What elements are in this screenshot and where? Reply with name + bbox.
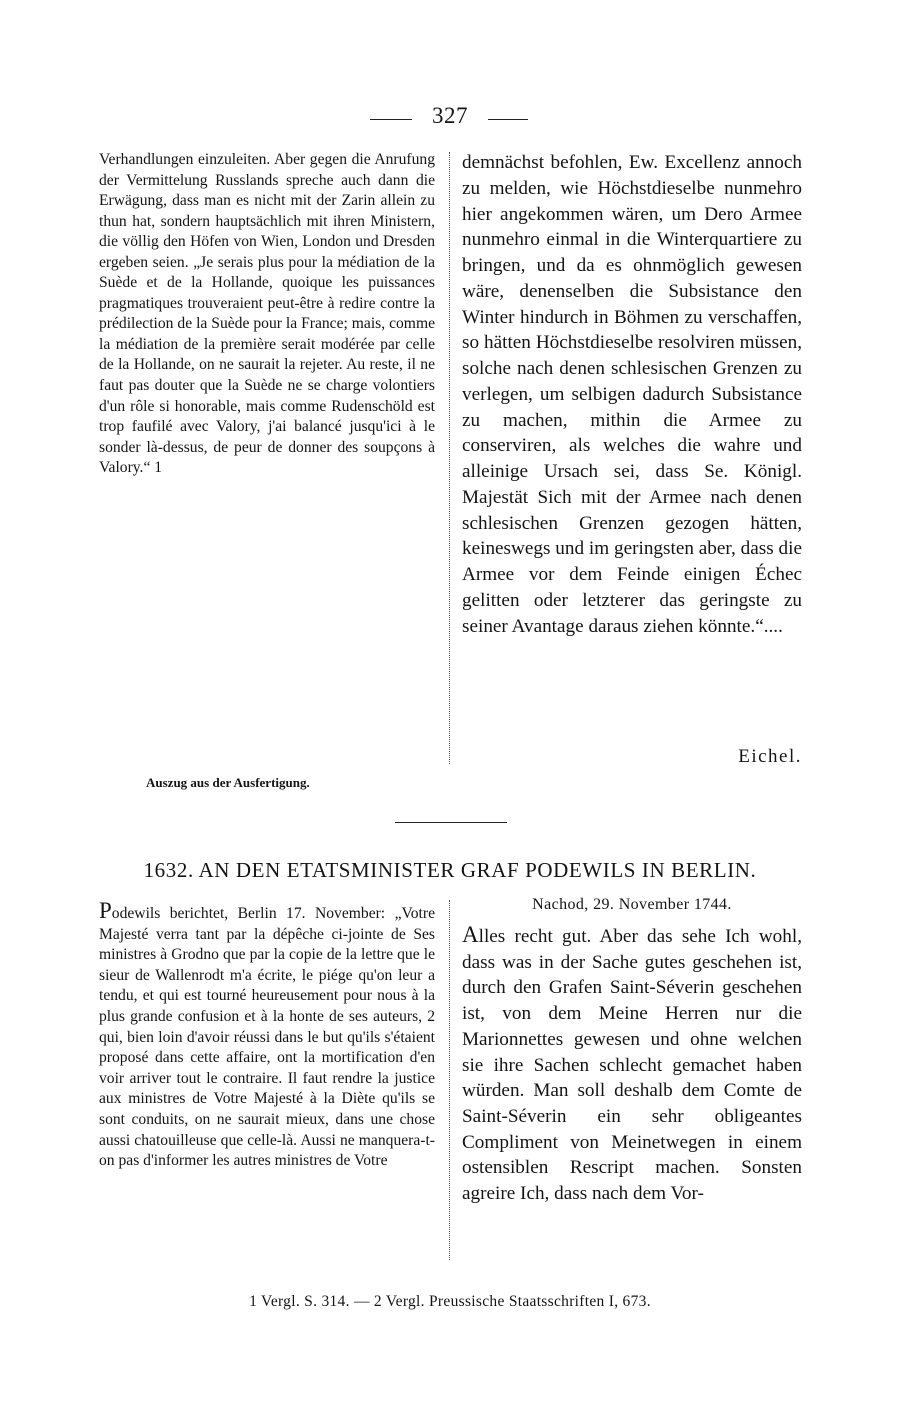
column-divider-top	[449, 152, 450, 764]
top-right-text: demnächst befohlen, Ew. Excellenz annoch zu melden, wie Höchstdieselbe nunmehro hier angekommen wären, um Dero Armee nunmehro einmal in die Winterquartiere zu bringen, und da es ohnmöglich gewesen wäre, denenselben die Subsistance den Winter hindurch in Böhmen zu verschaffen, so hätten Höchstdieselbe resolviren müssen, solche nach denen schlesischen Grenzen zu verlegen, um selbigen dadurch Subsistance zu machen, mithin die Armee zu conserviren, als welches die wahre und alleinige Ursach sei, dass Se. Königl. Majestät Sich mit der Armee nach denen schlesischen Grenzen gezogen hätten, keineswegs und im geringsten aber, dass die Armee vor dem Feinde einigen Échec gelitten oder letzterer das geringste zu seiner Avantage daraus ziehen könnte.“....	[462, 152, 802, 637]
drop-initial-left: P	[99, 898, 112, 923]
top-left-column	[99, 150, 435, 479]
page-number: 327	[432, 103, 468, 128]
source-note: Auszug aus der Ausfertigung.	[146, 775, 310, 790]
bottom-left-column	[99, 898, 435, 1172]
bottom-right-paragraph	[462, 922, 802, 1207]
top-left-text: Verhandlungen einzuleiten. Aber gegen die Anrufung der Vermittelung Russlands spreche auch dann die Erwägung, dass man es nicht mit der Zarin allein zu thun hat, sondern hauptsächlich mit ihren Ministern, die völlig den Höfen von Wien, London und Dresden ergeben seien. „Je serais plus pour la médiation de la Suède et de la Hollande, quoique les puissances pragmatiques trouveraient peut-être à redire contre la prédilection de la Suède pour la France; mais, comme la médiation de la première serait modérée par celle de la Hollande, on ne saurait la rejeter. Au reste, il ne faut pas douter que la Suède ne se charge volontiers d'un rôle si honorable, mais comme Rudenschöld est trop faufilé avec Valory, j'ai balancé jusqu'ici à le sonder là-dessus, de peur de donner des soupçons à Valory.“ 1	[99, 151, 435, 477]
footnotes: 1 Vergl. S. 314. — 2 Vergl. Preussische Staatsschriften I, 673.	[249, 1293, 651, 1310]
bottom-left-paragraph	[99, 898, 435, 1172]
dateline: Nachod, 29. November 1744.	[532, 896, 732, 913]
drop-initial-right: A	[462, 922, 479, 947]
section-heading: 1632. AN DEN ETATSMINISTER GRAF PODEWILS IN BERLIN.	[143, 858, 757, 882]
signature: Eichel.	[738, 746, 802, 767]
top-right-column	[462, 150, 802, 639]
bottom-right-text: lles recht gut. Aber das sehe Ich wohl, dass was in der Sache gutes geschehen ist, durch den Grafen Saint-Séverin geschehen ist, von dem Meine Herren nur die Marionnettes gewesen und ohne welchen sie ihre Sachen schlecht gemachet haben würden. Man soll deshalb dem Comte de Saint-Séverin ein sehr obligeantes Compliment von Meinetwegen in einem ostensiblen Rescript machen. Sonsten agreire Ich, dass nach dem Vor-	[462, 926, 802, 1205]
column-divider-bottom	[449, 900, 450, 1260]
bottom-right-column	[462, 922, 802, 1207]
header-rule-right	[488, 119, 528, 120]
bottom-left-text: odewils berichtet, Berlin 17. November: „Votre Majesté verra tant par la dépêche ci-jointe de Ses ministres à Grodno que par la copie de la lettre que le sieur de Wallenrodt m'a écrite, le piége qu'on leur a tendu, et qui est tourné heureusement pour nous à la plus grande confusion et à la honte de ses auteurs, 2 qui, bien loin d'avoir réussi dans le but qu'ils s'étaient proposé dans cette affaire, ont la mortification d'en voir arriver tout le contraire. Il faut rendre la justice aux ministres de Votre Majesté à la Diète qu'ils se sont conduits, on ne saurait mieux, dans une chose aussi chatouilleuse que celle-là. Aussi ne manquera-t-on pas d'informer les autres ministres de Votre	[99, 905, 435, 1170]
section-divider-rule	[395, 822, 507, 823]
